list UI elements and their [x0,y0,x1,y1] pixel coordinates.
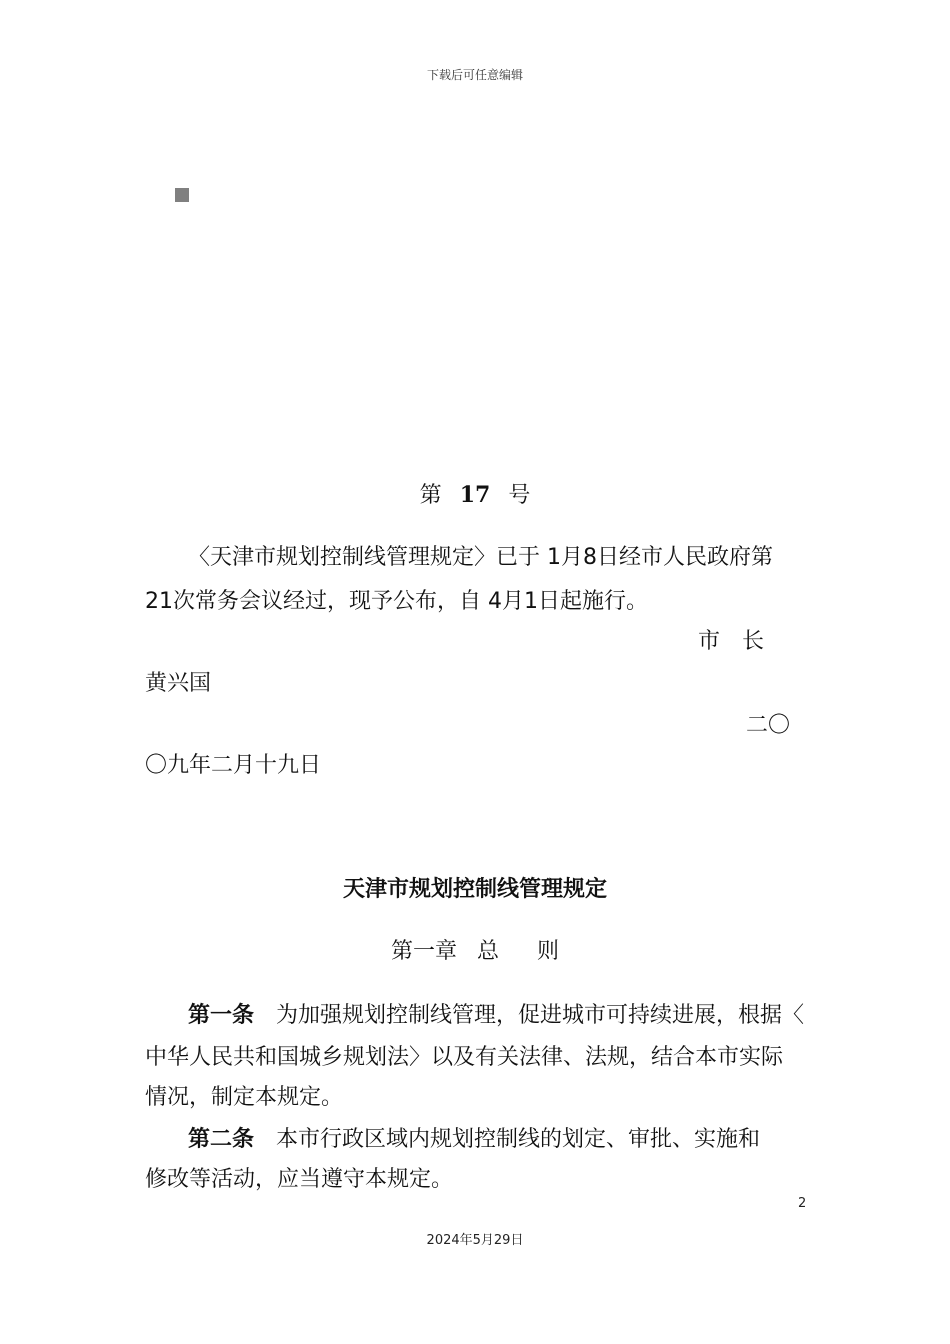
doc-number-value: 17 [459,482,491,508]
header-note: 下载后可任意编辑 [426,68,523,82]
page-number: 2 [798,1196,807,1211]
square-bullet-icon [175,188,189,202]
signature-name: 黄兴国 [145,671,212,696]
signature-date-part-1: 二〇 [746,713,791,738]
article-2-line-2: 修改等活动，应当遵守本规定。 [145,1167,454,1192]
article-1-text-1: 为加强规划控制线管理，促进城市可持续进展，根据〈 [276,1003,805,1028]
signature-title: 市 长 [698,629,765,654]
chapter-heading [0,934,950,965]
doc-number-prefix: 第 [419,483,442,508]
announcement-line-2: 21次常务会议经过，现予公布，自 4月1日起施行。 [145,589,648,614]
article-1-heading: 第一条 [188,1003,255,1028]
chapter-word-1: 总 [476,939,499,964]
chapter-word-2: 则 [537,939,560,964]
signature-date-part-2: 〇九年二月十九日 [145,753,322,778]
article-1-line-2: 中华人民共和国城乡规划法〉以及有关法律、法规，结合本市实际 [145,1045,784,1070]
footer-date: 2024年5月29日 [426,1233,524,1248]
article-2-heading: 第二条 [188,1127,255,1152]
regulation-title: 天津市规划控制线管理规定 [342,877,607,902]
chapter-label: 第一章 [390,939,457,964]
document-number [0,478,950,509]
doc-number-suffix: 号 [508,483,531,508]
article-1-line-1 [188,998,804,1029]
announcement-line-1: 〈天津市规划控制线管理规定〉已于 1月8日经市人民政府第 [188,545,773,570]
article-2-line-1 [188,1122,760,1153]
article-2-text-1: 本市行政区域内规划控制线的划定、审批、实施和 [276,1127,761,1152]
article-1-line-3: 情况，制定本规定。 [145,1085,344,1110]
